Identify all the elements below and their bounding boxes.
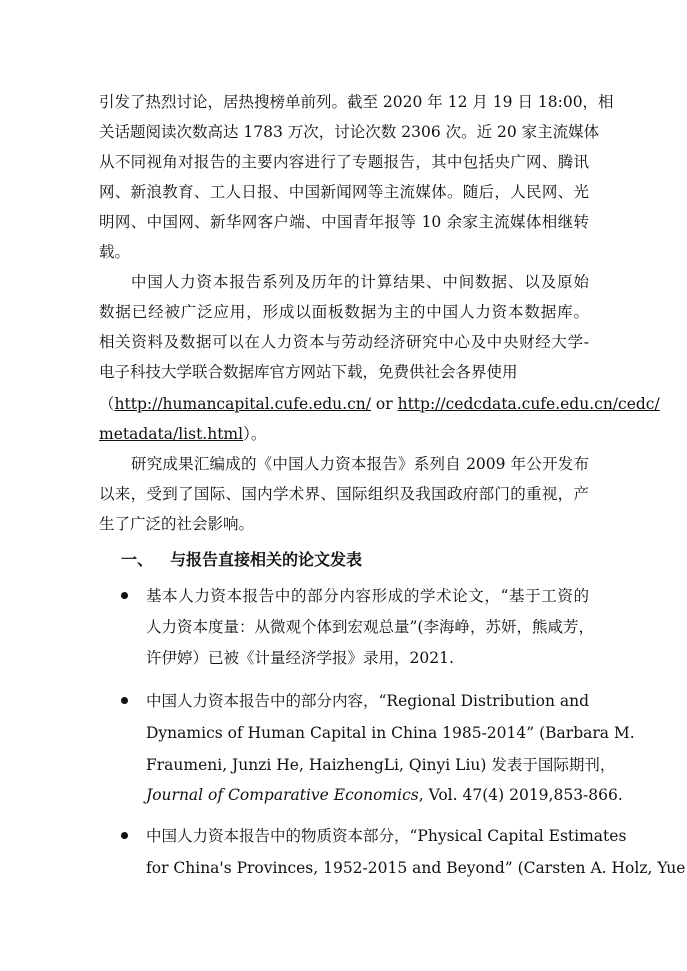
close-paren: ）。 (243, 425, 267, 443)
database-line-2: 数据已经被广泛应用，形成以面板数据为主的中国人力资本数据库。 (99, 303, 589, 321)
intro-line-4: 网、新浪教育、工人日报、中国新闻网等主流媒体。随后，人民网、光 (99, 183, 589, 201)
intro-line-6: 载。 (99, 243, 131, 261)
bullet-dot-icon (121, 592, 128, 599)
bullet-3-line-1: 中国人力资本报告中的物质资本部分，“Physical Capital Estimates (146, 827, 627, 845)
bullet-2-line-4 (146, 780, 623, 810)
cedcdata-link-part-2[interactable]: metadata/list.html (99, 425, 244, 443)
bullet-2-line-2: Dynamics of Human Capital in China 1985-2014” (Barbara M. (146, 724, 635, 742)
bullet-1-line-1: 基本人力资本报告中的部分内容形成的学术论文，“基于工资的 (146, 587, 589, 605)
bullet-3-line-2: for China's Provinces, 1952-2015 and Beyond” (Carsten A. Holz, Yue (146, 859, 686, 877)
database-line-1: 中国人力资本报告系列及历年的计算结果、中间数据、以及原始 (131, 273, 589, 291)
bullet-2-line-1: 中国人力资本报告中的部分内容，“Regional Distribution and (146, 692, 589, 710)
bullet-1-line-3: 许伊婷）已被《计量经济学报》录用，2021. (146, 649, 454, 667)
intro-line-3: 从不同视角对报告的主要内容进行了专题报告，其中包括央广网、腾讯 (99, 153, 589, 171)
database-line-4: 电子科技大学联合数据库官方网站下载，免费供社会各界使用 (99, 363, 518, 381)
or-text: or (370, 395, 398, 413)
bullet-dot-icon (121, 697, 128, 704)
intro-line-1: 引发了热烈讨论，居热搜榜单前列。截至 2020 年 12 月 19 日 18:00，相 (99, 93, 614, 111)
impact-line-1: 研究成果汇编成的《中国人力资本报告》系列自 2009 年公开发布 (131, 455, 589, 473)
section-number: 一、 (121, 550, 154, 569)
section-title: 与报告直接相关的论文发表 (170, 550, 363, 569)
intro-line-5: 明网、中国网、新华网客户端、中国青年报等 10 余家主流媒体相继转 (99, 213, 589, 231)
bullet-dot-icon (121, 832, 128, 839)
impact-line-3: 生了广泛的社会影响。 (99, 515, 255, 533)
database-line-5 (99, 389, 660, 419)
journal-name: Journal of Comparative Economics (146, 786, 419, 804)
bullet-2-line-3: Fraumeni, Junzi He, HaizhengLi, Qinyi Liu) 发表于国际期刊， (146, 756, 616, 774)
citation-details: , Vol. 47(4) 2019,853-866. (418, 786, 623, 804)
cedcdata-link-part-1[interactable]: http://cedcdata.cufe.edu.cn/cedc/ (397, 395, 660, 413)
database-line-6 (99, 419, 589, 449)
intro-line-2: 关话题阅读次数高达 1783 万次，讨论次数 2306 次。近 20 家主流媒体 (99, 123, 600, 141)
impact-line-2: 以来，受到了国际、国内学术界、国际组织及我国政府部门的重视，产 (99, 485, 589, 503)
bullet-1-line-2: 人力资本度量：从微观个体到宏观总量”(李海峥，苏妍，熊咸芳， (146, 618, 594, 636)
humancapital-link[interactable]: http://humancapital.cufe.edu.cn/ (114, 395, 371, 413)
open-paren: （ (99, 395, 115, 413)
database-line-3: 相关资料及数据可以在人力资本与劳动经济研究中心及中央财经大学- (99, 333, 589, 351)
